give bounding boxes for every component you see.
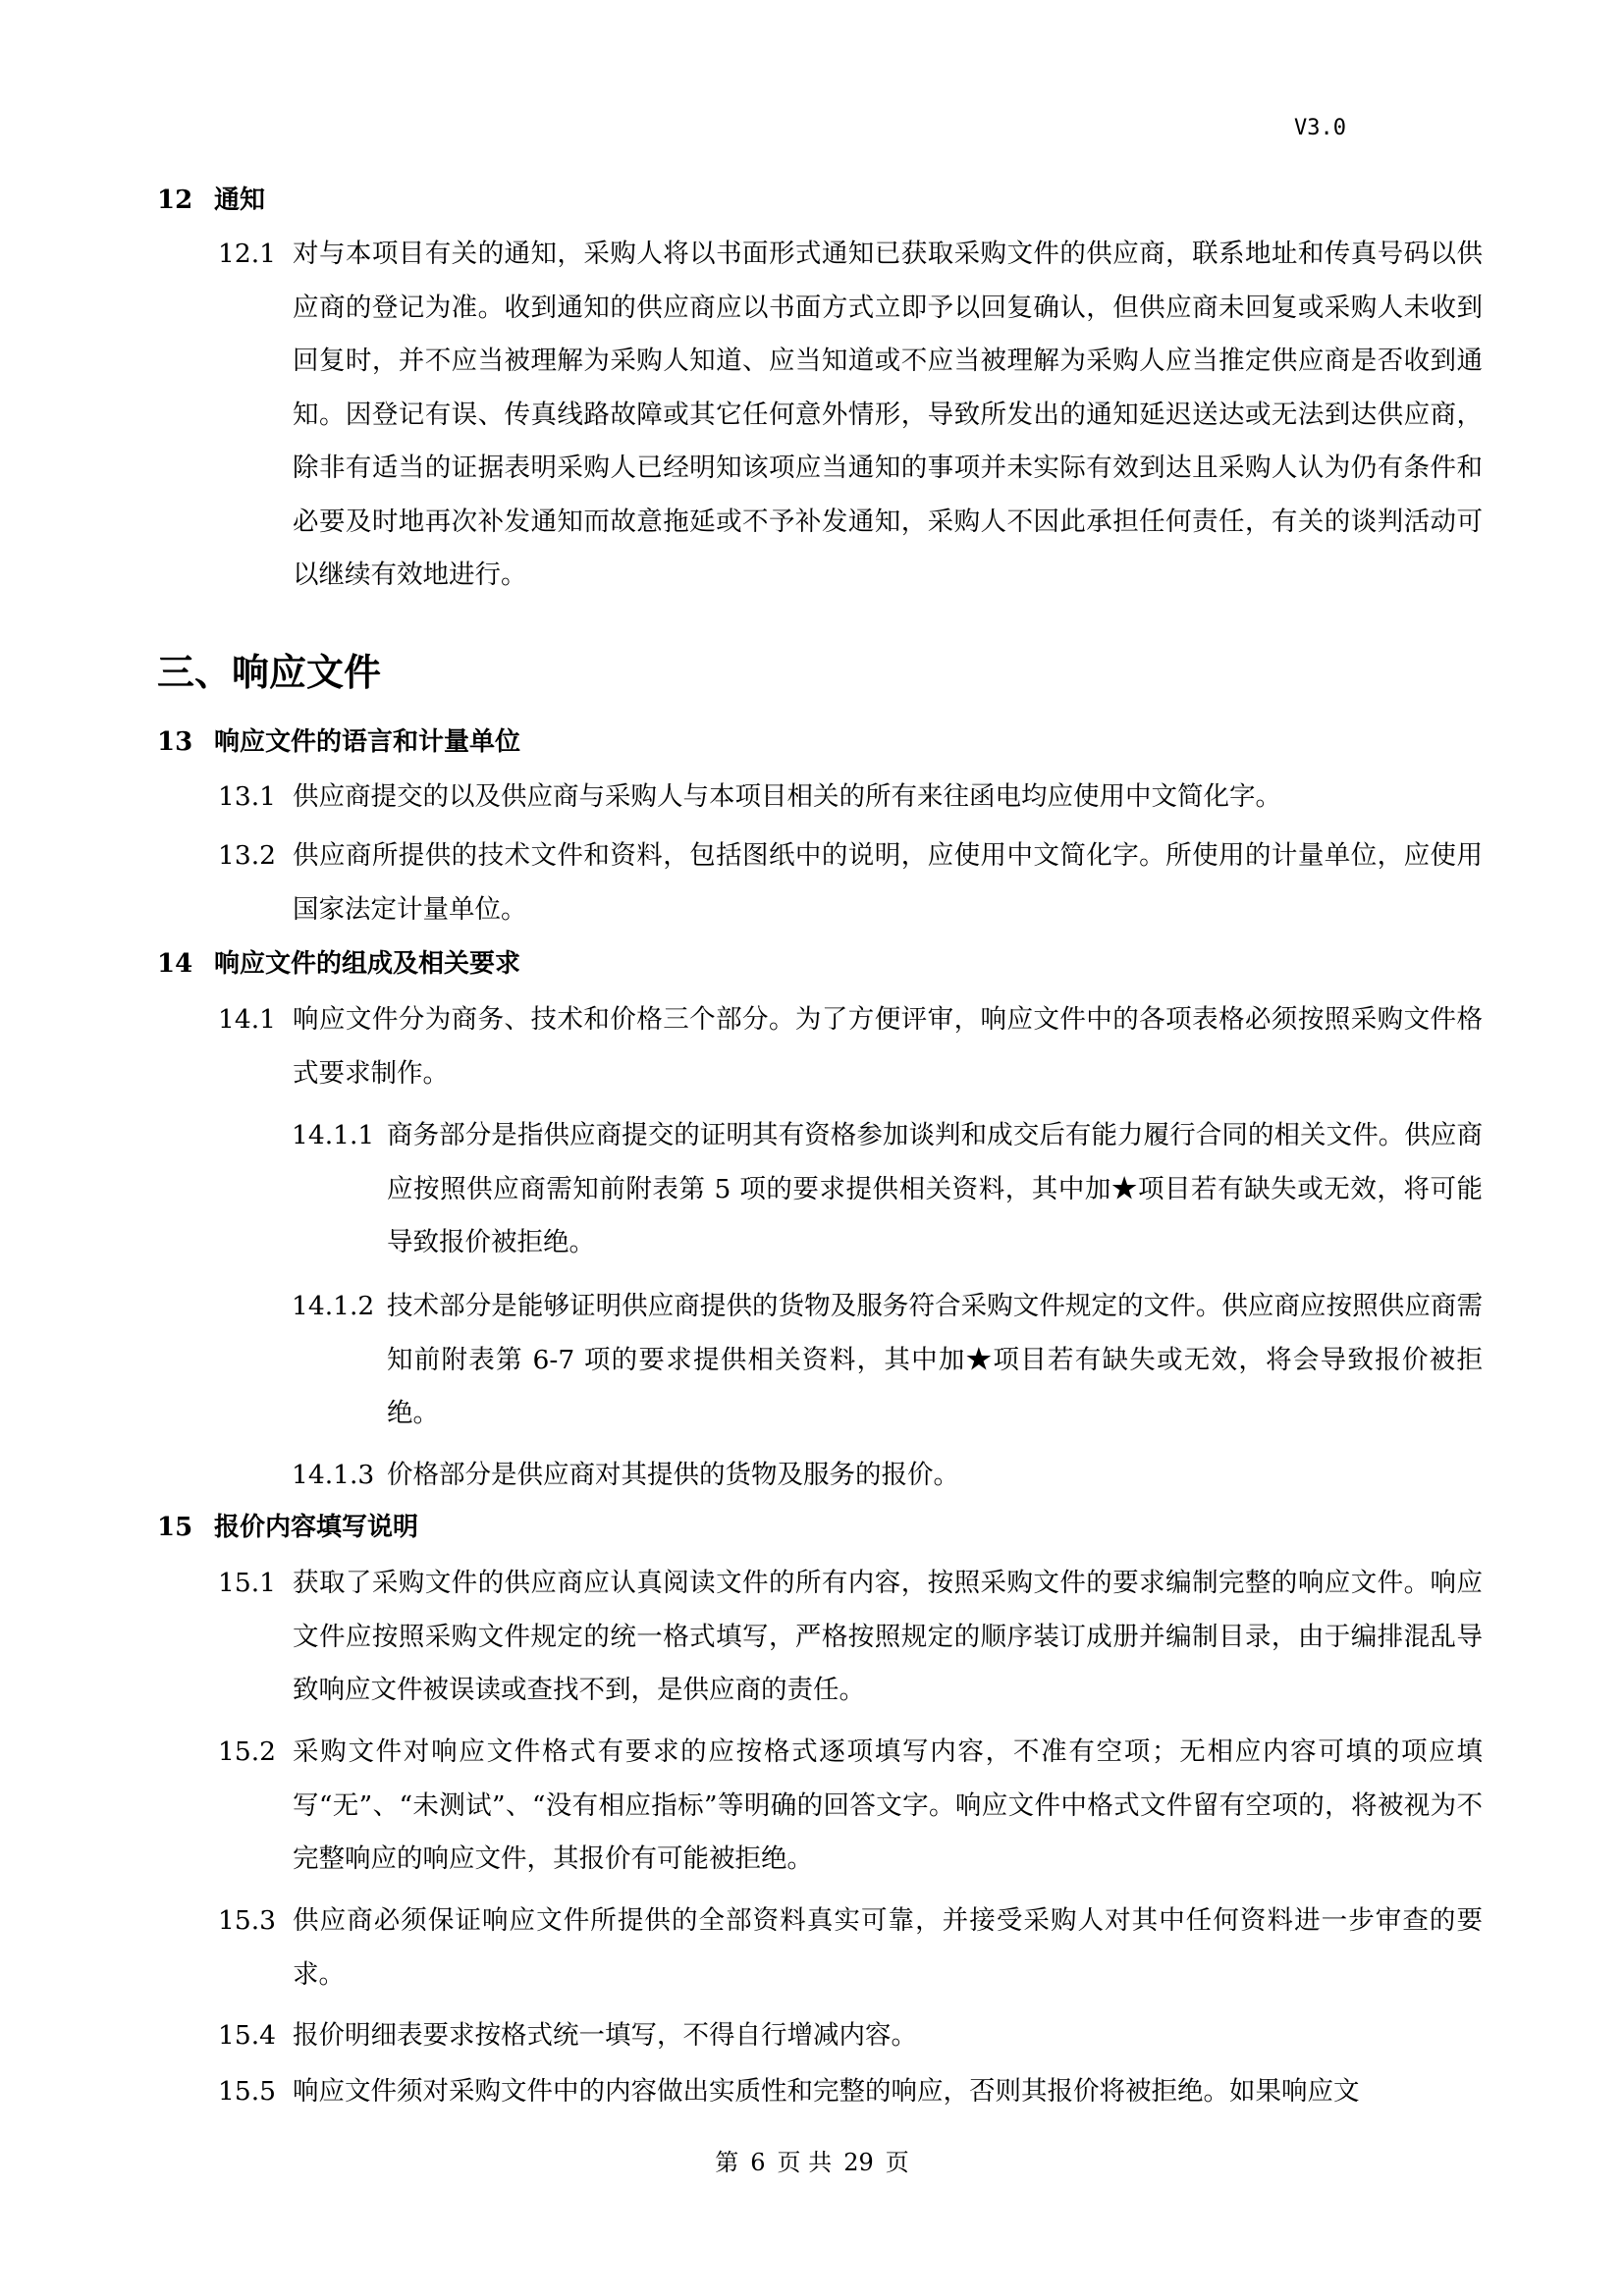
paragraph-number: 15.3: [218, 1905, 277, 1936]
paragraph-15-1: [218, 1557, 1483, 1718]
paragraph-text: 供应商提交的以及供应商与采购人与本项目相关的所有来往函电均应使用中文简化字。: [293, 781, 1281, 812]
footer-suffix: 页: [885, 2149, 909, 2176]
paragraph-text: 获取了采购文件的供应商应认真阅读文件的所有内容，按照采购文件的要求编制完整的响应文件。响应文件应按照采购文件规定的统一格式填写，严格按照规定的顺序装订成册并编制目录，由于编排混乱导致响应文件被误读或查找不到，是供应商的责任。: [293, 1568, 1483, 1705]
paragraph-text: 供应商所提供的技术文件和资料，包括图纸中的说明，应使用中文简化字。所使用的计量单位，应使用国家法定计量单位。: [293, 840, 1483, 925]
footer-middle: 页 共: [777, 2149, 833, 2176]
paragraph-number: 15.2: [218, 1736, 277, 1767]
paragraph-number: 14.1: [218, 1004, 277, 1035]
paragraph-text: 采购文件对响应文件格式有要求的应按格式逐项填写内容，不准有空项；无相应内容可填的项应填写“无”、“未测试”、“没有相应指标”等明确的回答文字。响应文件中格式文件留有空项的，将被视为不完整响应的响应文件，其报价有可能被拒绝。: [293, 1736, 1483, 1874]
paragraph-number: 15.1: [218, 1568, 277, 1598]
paragraph-number: 13.2: [218, 840, 277, 871]
paragraph-text: 技术部分是能够证明供应商提供的货物及服务符合采购文件规定的文件。供应商应按照供应商需知前附表第 6-7 项的要求提供相关资料，其中加★项目若有缺失或无效，将会导致报价被拒绝。: [387, 1291, 1483, 1428]
paragraph-15-2: [218, 1726, 1483, 1887]
paragraph-14-1-2: [292, 1280, 1483, 1441]
paragraph-text: 报价明细表要求按格式统一填写，不得自行增减内容。: [293, 2020, 917, 2051]
paragraph-number: 14.1.1: [292, 1120, 375, 1150]
paragraph-text: 响应文件须对采购文件中的内容做出实质性和完整的响应，否则其报价将被拒绝。如果响应文: [293, 2076, 1360, 2107]
footer-prefix: 第: [715, 2149, 739, 2176]
paragraph-text: 商务部分是指供应商提交的证明其有资格参加谈判和成交后有能力履行合同的相关文件。供应商应按照供应商需知前附表第 5 项的要求提供相关资料，其中加★项目若有缺失或无效，将可能导致报价被拒绝。: [387, 1120, 1483, 1257]
paragraph-number: 14.1.2: [292, 1291, 375, 1321]
paragraph-text: 供应商必须保证响应文件所提供的全部资料真实可靠，并接受采购人对其中任何资料进一步审查的要求。: [293, 1905, 1483, 1990]
paragraph-number: 15.4: [218, 2020, 277, 2051]
section-15-heading: [157, 1508, 418, 1547]
section-number: 15: [157, 1513, 193, 1542]
section-number: 13: [157, 727, 193, 757]
section-title: 响应文件的语言和计量单位: [214, 727, 521, 757]
section-number: 12: [157, 186, 193, 215]
section-13-heading: [157, 722, 520, 762]
paragraph-number: 13.1: [218, 781, 277, 812]
page-total: 29: [843, 2149, 874, 2176]
paragraph-14-1-1: [292, 1109, 1483, 1270]
section-14-heading: [157, 944, 520, 984]
paragraph-15-3: [218, 1895, 1483, 2002]
section-title: 通知: [214, 186, 266, 215]
paragraph-text: 响应文件分为商务、技术和价格三个部分。为了方便评审，响应文件中的各项表格必须按照采购文件格式要求制作。: [293, 1004, 1483, 1089]
paragraph-text: 价格部分是供应商对其提供的货物及服务的报价。: [387, 1460, 959, 1490]
paragraph-12-1: [218, 228, 1483, 603]
page-footer: [0, 2143, 1624, 2177]
section-title: 响应文件的组成及相关要求: [214, 949, 521, 979]
version-label: V3.0: [1294, 116, 1346, 140]
paragraph-13-1: [218, 771, 1483, 825]
paragraph-15-4: [218, 2009, 1483, 2063]
page-number: 6: [750, 2149, 766, 2176]
paragraph-14-1-3: [292, 1449, 1483, 1503]
paragraph-15-5: [218, 2065, 1483, 2119]
paragraph-14-1: [218, 993, 1483, 1100]
paragraph-text: 对与本项目有关的通知，采购人将以书面形式通知已获取采购文件的供应商，联系地址和传真号码以供应商的登记为准。收到通知的供应商应以书面方式立即予以回复确认，但供应商未回复或采购人未收到回复时，并不应当被理解为采购人知道、应当知道或不应当被理解为采购人应当推定供应商是否收到通知。因登记有误、传真线路故障或其它任何意外情形，导致所发出的通知延迟送达或无法到达供应商，除非有适当的证据表明采购人已经明知该项应当通知的事项并未实际有效到达且采购人认为仍有条件和必要及时地再次补发通知而故意拖延或不予补发通知，采购人不因此承担任何责任，有关的谈判活动可以继续有效地进行。: [293, 239, 1483, 590]
section-number: 14: [157, 949, 193, 979]
paragraph-number: 14.1.3: [292, 1460, 375, 1490]
paragraph-number: 12.1: [218, 239, 277, 269]
paragraph-number: 15.5: [218, 2076, 277, 2107]
section-title: 报价内容填写说明: [214, 1513, 419, 1542]
paragraph-13-2: [218, 829, 1483, 936]
chapter-heading: 三、响应文件: [157, 651, 382, 694]
section-12-heading: [157, 181, 265, 220]
